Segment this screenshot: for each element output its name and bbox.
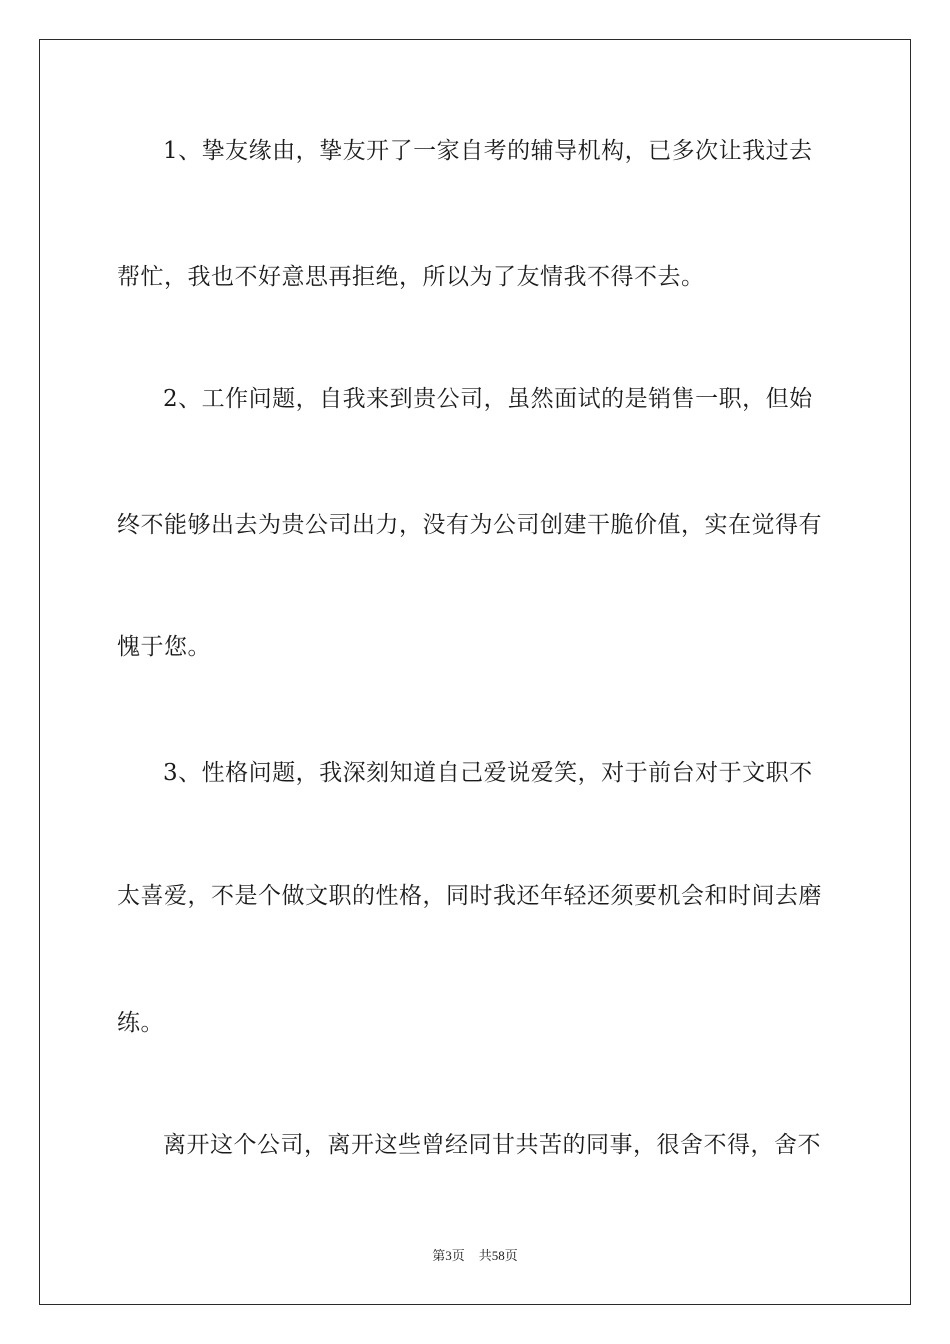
- page-border: [39, 39, 911, 1305]
- paragraph-1-line-2: 帮忙，我也不好意思再拒绝，所以为了友情我不得不去。: [117, 264, 705, 290]
- paragraph-4-line-1: 离开这个公司，离开这些曾经同甘共苦的同事，很舍不得，舍不: [163, 1132, 821, 1158]
- paragraph-2-line-1: 2、工作问题，自我来到贵公司，虽然面试的是销售一职，但始: [163, 386, 813, 412]
- paragraph-2-line-3: 愧于您。: [117, 634, 211, 660]
- paragraph-3-line-3: 练。: [117, 1010, 164, 1036]
- page-number: 第3页: [432, 1248, 465, 1263]
- paragraph-1-line-1: 1、挚友缘由，挚友开了一家自考的辅导机构，已多次让我过去: [163, 138, 813, 164]
- paragraph-3-line-2: 太喜爱，不是个做文职的性格，同时我还年轻还须要机会和时间去磨: [117, 883, 822, 909]
- paragraph-2-line-2: 终不能够出去为贵公司出力，没有为公司创建干脆价值，实在觉得有: [117, 512, 822, 538]
- paragraph-3-line-1: 3、性格问题，我深刻知道自己爱说爱笑，对于前台对于文职不: [163, 760, 813, 786]
- page-footer: [0, 1247, 950, 1265]
- total-pages: 共58页: [478, 1248, 518, 1263]
